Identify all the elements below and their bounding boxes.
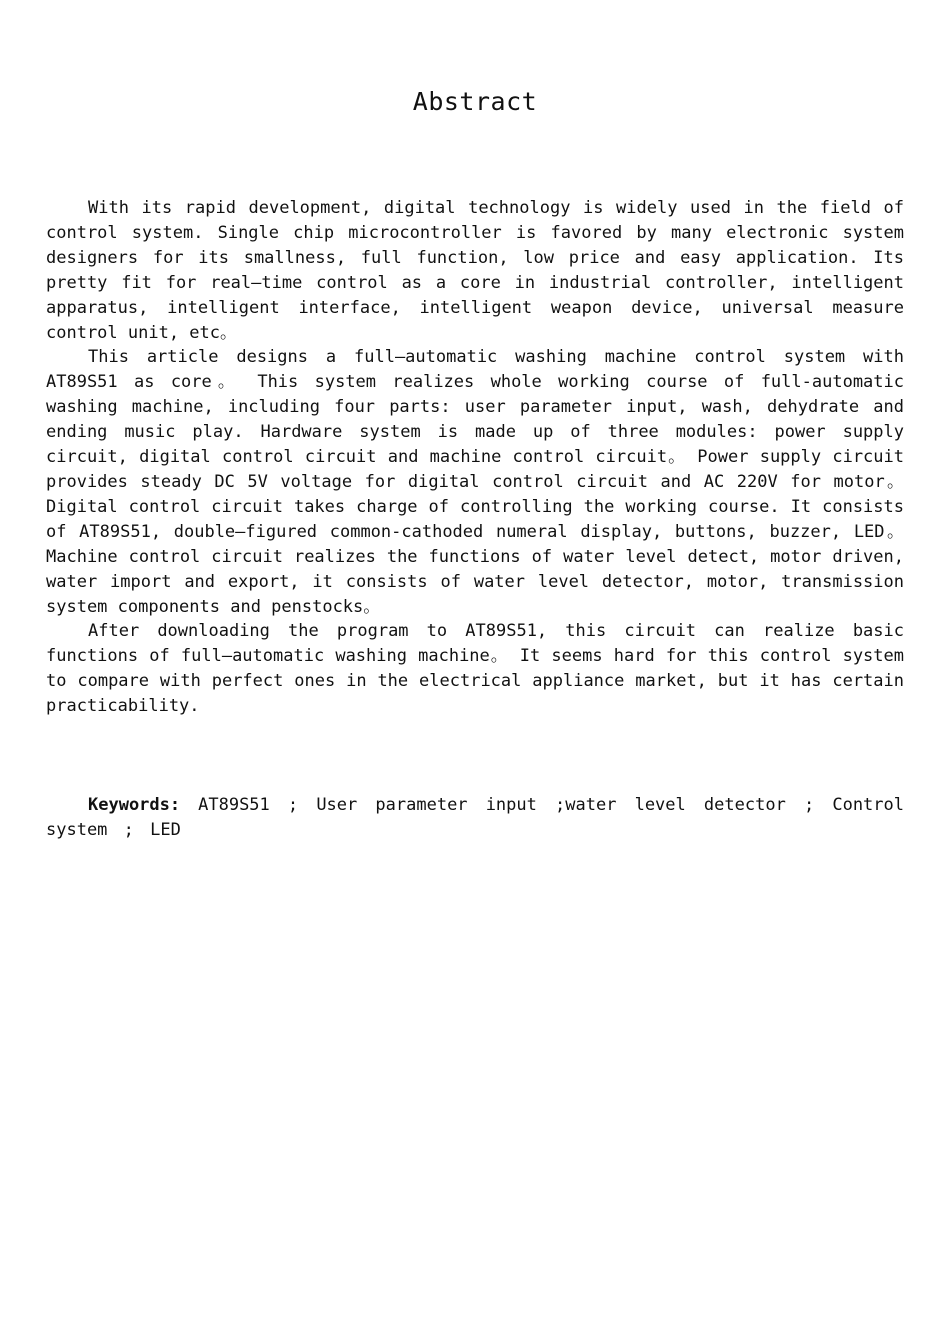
keywords-label: Keywords: <box>88 795 181 815</box>
abstract-paragraph-2: This article designs a full—automatic washing machine control system with AT89S51 as core。 This system realizes whole working course of full-automatic washing machine, including four parts: user parameter input, wash, dehydrate and ending music play. Hardware system is made up of three modules: power supply circuit, digital control circuit and machine control circuit。 Power supply circuit provides steady DC 5V voltage for digital control circuit and AC 220V for motor。 Digital control circuit takes charge of controlling the working course. It consists of AT89S51, double—figured common-cathoded numeral display, buttons, buzzer, LED。 Machine control circuit realizes the functions of water level detect, motor driven, water import and export, it consists of water level detector, motor, transmission system components and penstocks。 <box>46 347 904 617</box>
abstract-body <box>46 196 904 719</box>
abstract-paragraph-1: With its rapid development, digital technology is widely used in the field of control system. Single chip microcontroller is favored by many electronic system designers for its smallness, full function, low price and easy application. Its pretty fit for real—time control as a core in industrial controller, intelligent apparatus, intelligent interface, intelligent weapon device, universal measure control unit, etc。 <box>46 198 904 343</box>
keywords-line <box>46 793 904 843</box>
keywords-text: AT89S51 ; User parameter input ;water level detector ; Control system ; LED <box>46 795 904 840</box>
abstract-title: Abstract <box>412 87 538 116</box>
abstract-paragraph-3: After downloading the program to AT89S51, this circuit can realize basic functions of full—automatic washing machine。 It seems hard for this control system to compare with perfect ones in the electrical appliance market, but it has certain practicability. <box>46 621 904 717</box>
